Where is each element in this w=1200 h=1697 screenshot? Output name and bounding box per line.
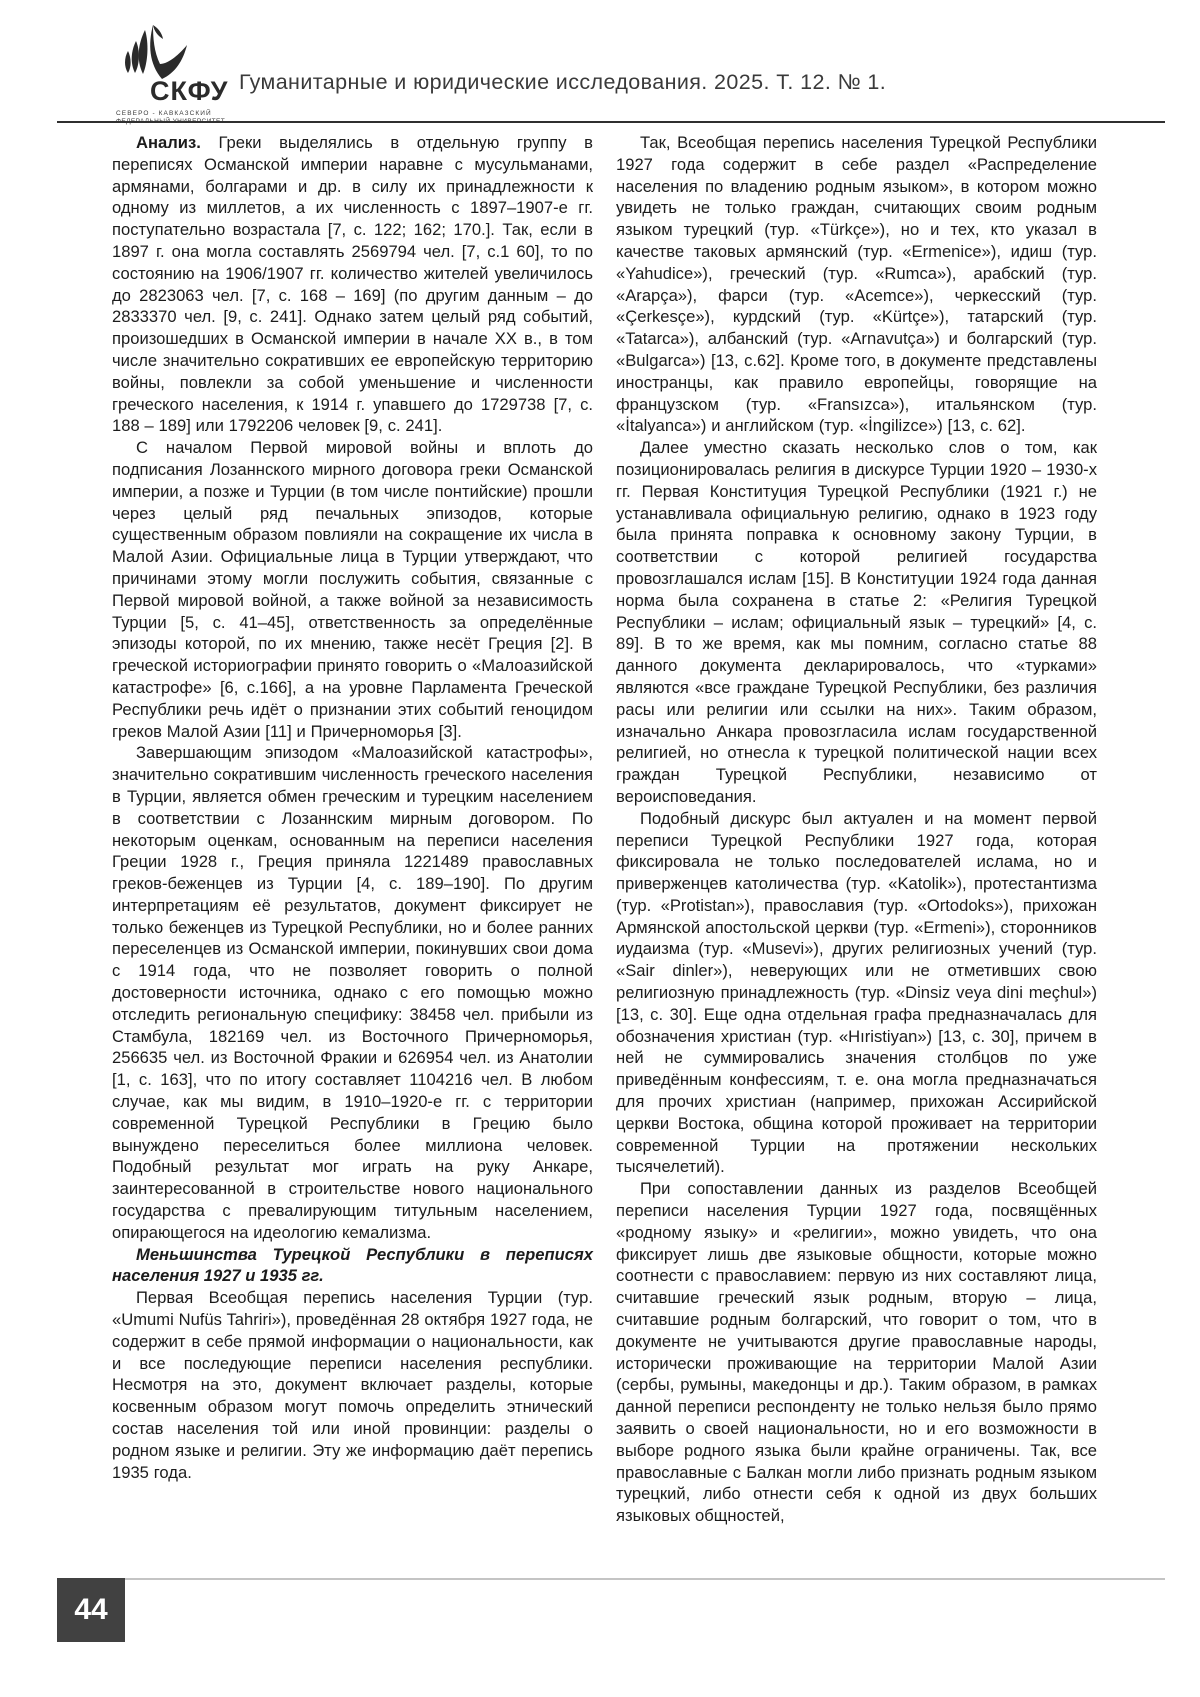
- paragraph: Первая Всеобщая перепись населения Турции (тур. «Umumi Nufüs Tahriri»), проведённая 28 октября 1927 года, не содержит в себе прямой информации о национальности, как и все последующие переписи населения республики. Несмотря на это, документ включает разделы, которые косвенным образом могут помочь определить этнический состав населения той или иной провинции: разделы о родном языке и религии. Эту же информацию даёт перепись 1935 года.: [112, 1288, 593, 1482]
- logo-abbr: СКФУ: [150, 76, 229, 106]
- paragraph: Далее уместно сказать несколько слов о том, как позиционировалась религия в дискурсе Турции 1920 – 1930-х гг. Первая Конституция Турецкой Республики (1921 г.) не устанавливала официальную религию, однако в 1923 году была принята поправка к основному закону Турции, в соответствии с которой религией государства провозглашался ислам [15]. В Конституции 1924 года данная норма была сохранена в статье 2: «Религия Турецкой Республики – ислам; официальный язык – турецкий» [4, с. 89]. В то же время, как мы помним, согласно статье 88 данного документа декларировалось, что «турками» являются «все граждане Турецкой Республики, без различия расы или религии или ссылки на них». Таким образом, изначально Анкара провозгласила ислам государственной религией, но отнесла к турецкой политической нации всех граждан Турецкой Республики, независимо от вероисповедания.: [616, 438, 1097, 806]
- page-number-badge: 44: [57, 1578, 125, 1642]
- journal-title: Гуманитарные и юридические исследования. 2025. Т. 12. № 1.: [239, 70, 887, 94]
- right-column: [616, 132, 1097, 1527]
- paragraph-lead-word: Анализ.: [136, 133, 201, 152]
- left-column: [112, 132, 593, 1527]
- university-logo: [116, 22, 250, 122]
- paragraph: Подобный дискурс был актуален и на момент первой переписи Турецкой Республики 1927 года, которая фиксировала не только последователей ислама, но и приверженцев католичества (тур. «Katolik»), протестантизма (тур. «Protistan»), православия (тур. «Ortodoks»), прихожан Армянской апостольской церкви (тур. «Ermeni»), сторонников иудаизма (тур. «Musevi»), других религиозных учений (тур. «Sair dinler»), неверующих или не отметивших свою религиозную принадлежность (тур. «Dinsiz veya dini meçhul») [13, с. 30]. Еще одна отдельная графа предназначалась для обозначения христиан (тур. «Hıristiyan») [13, с. 30], причем в ней не суммировались значения столбцов по уже приведённым конфессиям, т. е. она могла предназначаться для прочих христиан (например, прихожан Ассирийской церкви Востока, община которой проживает на территории современной Турции на протяжении нескольких тысячелетий).: [616, 808, 1097, 1177]
- section-heading: Меньшинства Турецкой Республики в переписях населения 1927 и 1935 гг.: [112, 1244, 593, 1286]
- logo-subtitle-line1: СЕВЕРО - КАВКАЗСКИЙ: [116, 110, 212, 117]
- footer-divider: [57, 1578, 1165, 1580]
- paragraph-text: Греки выделялись в отдельную группу в переписях Османской империи наравне с мусульманами, армянами, болгарами и др. в силу их принадлежности к одному из миллетов, а их численность с 1897–1907-е гг. поступательно возрастала [7, с. 122; 162; 170.]. Так, если в 1897 г. она могла составлять 2569794 чел. [7, с.1 60], то по состоянию на 1906/1907 гг. количество жителей увеличилось до 2823063 чел. [7, с. 168 – 169] (по другим данным – до 2833370 чел. [9, с. 241]. Однако затем целый ряд событий, произошедших в Османской империи в начале XX в., в том числе значительно сокративших ее европейскую территорию войны, повлекли за собой уменьшение и численности греческого населения, к 1914 г. упавшего до 1729738 [7, с. 188 – 189] или 1792206 человек [9, с. 241].: [112, 133, 593, 436]
- paragraph: Завершающим эпизодом «Малоазийской катастрофы», значительно сократившим численность греческого населения в Турции, является обмен греческим и турецким населением в соответствии с Лозаннским мирным договором. По некоторым оценкам, основанным на переписи населения Греции 1928 г., Греция приняла 1221489 православных греков-беженцев из Турции [4, с. 189–190]. По другим интерпретациям её результатов, документ фиксирует не только беженцев из Турецкой Республики, но и более ранних переселенцев из Османской империи, покинувших свои дома с 1914 года, что не позволяет говорить о полной достоверности источника, однако с его помощью можно отследить региональную специфику: 38458 чел. прибыли из Стамбула, 182169 чел. из Восточного Причерноморья, 256635 чел. из Восточной Фракии и 626954 чел. из Анатолии [1, с. 163], что по итогу составляет 1104216 чел. В любом случае, как мы видим, в 1910–1920-е гг. с территории современной Турецкой Республики в Грецию было вынуждено переселиться более миллиона человек. Подобный результат мог играть на руку Анкаре, заинтересованной в строительстве нового национального государства с превалирующим титульным населением, опирающегося на идеологию кемализма.: [112, 743, 593, 1242]
- paragraph: С началом Первой мировой войны и вплоть до подписания Лозаннского мирного договора греки Османской империи, а позже и Турции (в том числе понтийские) прошли через целый ряд печальных эпизодов, которые существенным образом повлияли на сокращение их числа в Малой Азии. Официальные лица в Турции утверждают, что причинами этому могли послужить события, связанные с Первой мировой войной, а также войной за независимость Турции [5, с. 41–45], ответственность за определённые эпизоды которой, по их мнению, также несёт Греция [2]. В греческой историографии принято говорить о «Малоазийской катастрофе» [6, с.166], а на уровне Парламента Греческой Республики речь идёт о признании этих событий геноцидом греков Малой Азии [11] и Причерноморья [3].: [112, 438, 593, 741]
- header-divider: [57, 121, 1165, 123]
- paragraph: При сопоставлении данных из разделов Всеобщей переписи населения Турции 1927 года, посвящённых «родному языку» и «религии», можно увидеть, что она фиксирует лишь две языковые общности, которые можно соотнести с православием: первую из них составляют лица, считавшие греческий язык родным, вторую – лица, считавшие родным болгарский, что говорит о том, что в документе не учитываются другие православные народы, исторически проживающие на территории Малой Азии (сербы, румыны, македонцы и др.). Таким образом, в рамках данной переписи респонденту не только нельзя было прямо заявить о своей национальности, но и его возможности в выборе родного языка были крайне ограничены. Так, все православные с Балкан могли либо признать родным языком турецкий, либо отнести себя к одной из двух больших языковых общностей,: [616, 1179, 1097, 1526]
- article-body: [112, 132, 1097, 1527]
- paragraph-analysis: [112, 132, 593, 437]
- paragraph: Так, Всеобщая перепись населения Турецкой Республики 1927 года содержит в себе раздел «Распределение населения по владению родным языком», в котором можно увидеть не только граждан, считающих своим родным языком турецкий (тур. «Türkçe»), но и тех, кто указал в качестве таковых армянский (тур. «Ermenice»), идиш (тур. «Yahudice»), греческий (тур. «Rumca»), арабский (тур. «Arapça»), фарси (тур. «Acemce»), черкесский (тур. «Çerkesçe»), курдский (тур. «Kürtçe»), татарский (тур. «Tatarca»), албанский (тур. «Arnavutça») и болгарский (тур. «Bulgarca») [13, с.62]. Кроме того, в документе представлены иностранцы, как правило европейцы, говорящие на французском (тур. «Fransızca»), итальянском (тур. «İtalyanca») и английском (тур. «İngilizce») [13, с. 62].: [616, 133, 1097, 436]
